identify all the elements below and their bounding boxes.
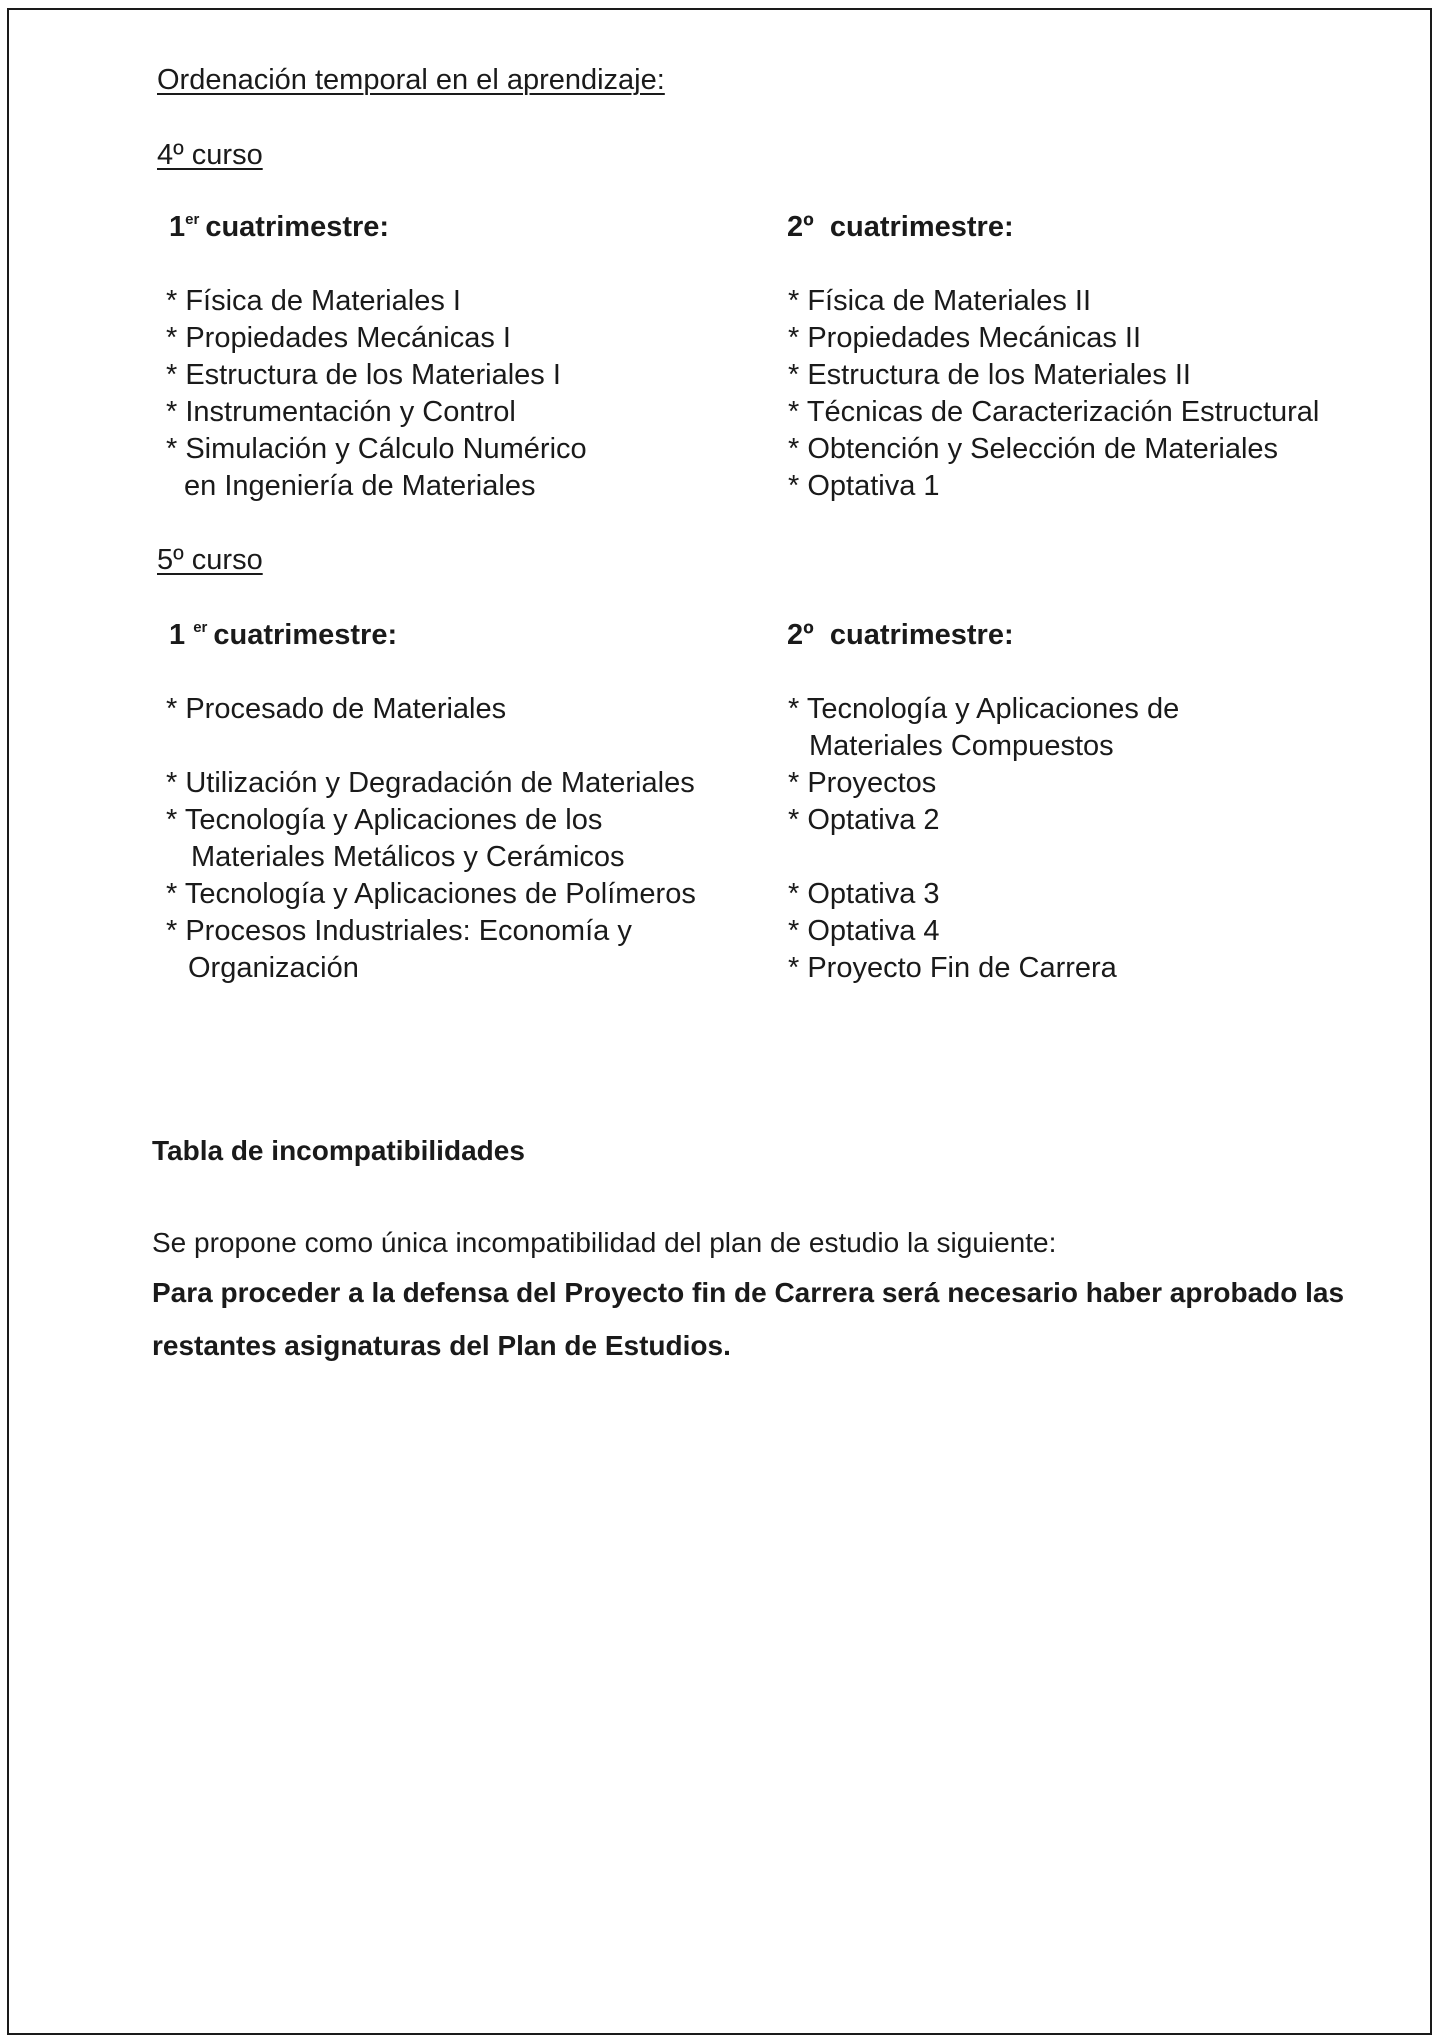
incompat-title: Tabla de incompatibilidades (152, 1135, 525, 1166)
subject-item: * Optativa 2 (788, 804, 940, 836)
subject-item: * Tecnología y Aplicaciones de Polímeros (166, 878, 696, 910)
subject-item: * Tecnología y Aplicaciones de los (166, 804, 603, 836)
subject-item: * Procesos Industriales: Economía y (166, 915, 632, 947)
curso-4-term-1-subjects (166, 283, 587, 505)
subject-item: * Propiedades Mecánicas I (166, 322, 511, 354)
term-number: 1 (169, 211, 186, 243)
subject-item: * Propiedades Mecánicas II (788, 322, 1142, 354)
list-spacer (788, 839, 1179, 876)
subject-item: * Optativa 4 (788, 915, 940, 947)
curso-5-term-1-subjects (166, 691, 696, 987)
list-spacer (166, 728, 696, 765)
term-number: 1 (169, 619, 186, 651)
subject-item: * Tecnología y Aplicaciones de (788, 693, 1180, 725)
term-label: cuatrimestre: (205, 211, 390, 243)
curso-5-heading: 5º curso (157, 544, 263, 576)
curso-4-heading: 4º curso (157, 139, 263, 171)
subject-item: * Optativa 3 (788, 878, 940, 910)
curso-5-term-2-subjects (788, 691, 1179, 987)
term-ordinal-sup: er (185, 211, 200, 228)
subject-item: * Obtención y Selección de Materiales (788, 433, 1279, 465)
incompat-rule: Para proceder a la defensa del Proyecto fin de Carrera será necesario haber aprobado las restantes asignaturas del Plan de Estudios. (152, 1277, 1345, 1361)
subject-item: * Estructura de los Materiales I (166, 359, 561, 391)
subject-item-continuation: Materiales Metálicos y Cerámicos (191, 841, 625, 873)
subject-item: * Estructura de los Materiales II (788, 359, 1191, 391)
subject-item: * Física de Materiales II (788, 285, 1091, 317)
subject-item: * Proyecto Fin de Carrera (788, 952, 1117, 984)
curso-4-term-1-title (169, 211, 389, 244)
term-label: cuatrimestre: (829, 211, 1014, 243)
subject-item: * Proyectos (788, 767, 937, 799)
term-number: 2º (787, 211, 814, 243)
curso-5-term-2-title (787, 619, 1014, 652)
subject-item: * Física de Materiales I (166, 285, 461, 317)
curso-4-term-2-subjects (788, 283, 1319, 505)
subject-item-continuation: Materiales Compuestos (809, 730, 1114, 762)
term-label: cuatrimestre: (213, 619, 398, 651)
curso-5-term-1-title (169, 619, 397, 652)
subject-item: * Instrumentación y Control (166, 396, 516, 428)
term-number: 2º (787, 619, 814, 651)
term-ordinal-sup: er (193, 619, 208, 636)
subject-item: * Simulación y Cálculo Numérico (166, 433, 587, 465)
subject-item: * Técnicas de Caracterización Estructural (788, 396, 1320, 428)
curso-4-term-2-title (787, 211, 1014, 244)
incompat-intro: Se propone como única incompatibilidad del plan de estudio la siguiente: (152, 1227, 1057, 1258)
subject-item-continuation: en Ingeniería de Materiales (184, 470, 536, 502)
term-label: cuatrimestre: (829, 619, 1014, 651)
subject-item: * Optativa 1 (788, 470, 940, 502)
page-heading: Ordenación temporal en el aprendizaje: (157, 64, 665, 96)
subject-item: * Procesado de Materiales (166, 693, 507, 725)
subject-item: * Utilización y Degradación de Materiales (166, 767, 695, 799)
subject-item-continuation: Organización (188, 952, 359, 984)
